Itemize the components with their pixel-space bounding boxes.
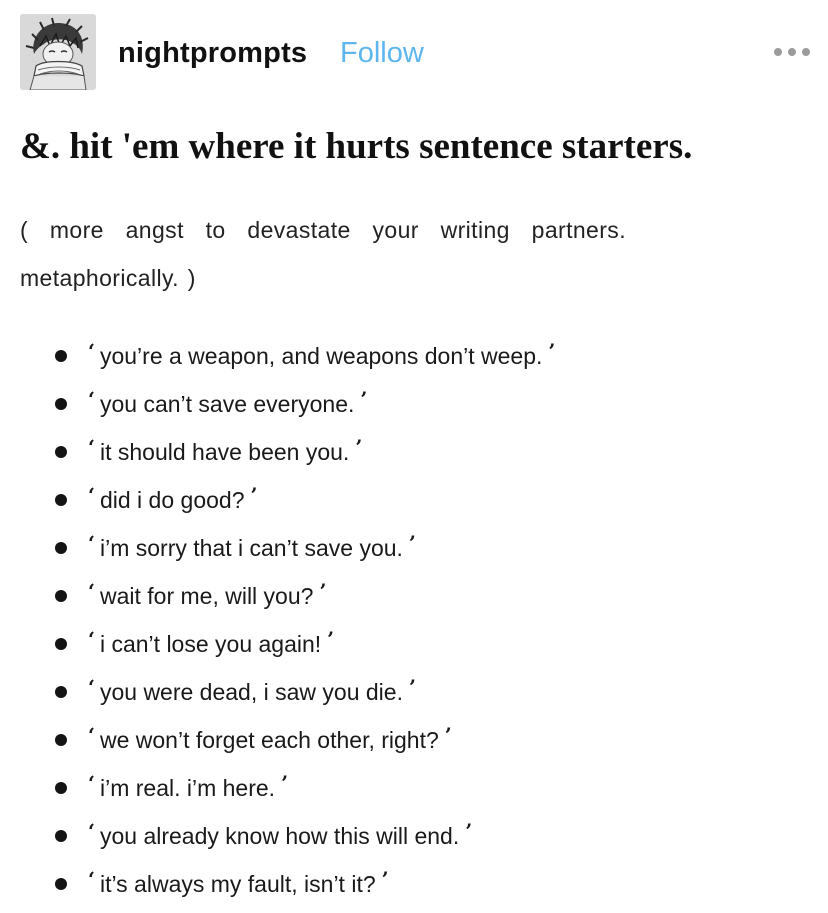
starter-text: you already know how this will end. <box>99 823 460 849</box>
open-quote-mark: ‘ <box>88 627 95 651</box>
close-quote-mark: ’ <box>355 435 363 459</box>
bullet-icon <box>55 878 67 890</box>
list-item <box>0 716 820 764</box>
starter-text: i’m real. i’m here. <box>99 775 276 801</box>
list-item <box>0 572 820 620</box>
open-quote-mark: ‘ <box>88 723 95 747</box>
starter-text: we won’t forget each other, right? <box>99 727 439 753</box>
bullet-icon <box>55 686 67 698</box>
starter-line <box>88 716 452 765</box>
starter-text: did i do good? <box>99 487 245 513</box>
avatar[interactable] <box>20 14 96 90</box>
open-quote-mark: ‘ <box>88 531 95 555</box>
starter-text: it’s always my fault, isn’t it? <box>99 871 376 897</box>
close-quote-mark: ’ <box>408 675 416 699</box>
post-header <box>20 14 810 90</box>
starter-text: it should have been you. <box>99 439 350 465</box>
starter-line <box>88 476 257 525</box>
bullet-icon <box>55 398 67 410</box>
list-item <box>0 332 820 380</box>
open-quote-mark: ‘ <box>88 483 95 507</box>
close-quote-mark: ’ <box>360 387 368 411</box>
open-quote-mark: ‘ <box>88 819 95 843</box>
open-quote-mark: ‘ <box>88 339 95 363</box>
starter-text: you’re a weapon, and weapons don’t weep. <box>99 343 543 369</box>
list-item <box>0 668 820 716</box>
bullet-icon <box>55 350 67 362</box>
starter-text: wait for me, will you? <box>99 583 314 609</box>
list-item <box>0 764 820 812</box>
starter-line <box>88 620 334 669</box>
starter-line <box>88 524 416 573</box>
bullet-icon <box>55 494 67 506</box>
close-quote-mark: ’ <box>465 819 473 843</box>
sentence-starters-list <box>0 332 820 908</box>
bullet-icon <box>55 446 67 458</box>
starter-text: i’m sorry that i can’t save you. <box>99 535 403 561</box>
list-item <box>0 812 820 860</box>
bullet-icon <box>55 638 67 650</box>
bullet-icon <box>55 542 67 554</box>
open-quote-mark: ‘ <box>88 387 95 411</box>
starter-line <box>88 812 472 861</box>
open-quote-mark: ‘ <box>88 771 95 795</box>
list-item <box>0 620 820 668</box>
list-item <box>0 380 820 428</box>
close-quote-mark: ’ <box>250 483 258 507</box>
open-quote-mark: ‘ <box>88 867 95 891</box>
close-quote-mark: ’ <box>281 771 289 795</box>
close-quote-mark: ’ <box>319 579 327 603</box>
bullet-icon <box>55 830 67 842</box>
close-quote-mark: ’ <box>548 339 556 363</box>
open-quote-mark: ‘ <box>88 579 95 603</box>
starter-line <box>88 764 288 813</box>
starter-line <box>88 668 416 717</box>
post-subtitle: ( more angst to devastate your writing partners. metaphorically. ) <box>20 217 626 291</box>
starter-text: you can’t save everyone. <box>99 391 355 417</box>
starter-line <box>88 860 389 909</box>
bullet-icon <box>55 590 67 602</box>
starter-text: i can’t lose you again! <box>99 631 322 657</box>
list-item <box>0 476 820 524</box>
post-title: &. hit 'em where it hurts sentence starters. <box>20 126 693 167</box>
list-item <box>0 524 820 572</box>
list-item <box>0 428 820 476</box>
follow-button[interactable]: Follow <box>340 37 424 69</box>
bullet-icon <box>55 734 67 746</box>
starter-line <box>88 332 555 381</box>
starter-line <box>88 572 326 621</box>
open-quote-mark: ‘ <box>88 435 95 459</box>
more-options-button[interactable] <box>772 42 812 62</box>
starter-line <box>88 428 362 477</box>
close-quote-mark: ’ <box>327 627 335 651</box>
close-quote-mark: ’ <box>381 867 389 891</box>
starter-line <box>88 380 367 429</box>
more-dots-icon <box>772 42 812 62</box>
bullet-icon <box>55 782 67 794</box>
close-quote-mark: ’ <box>444 723 452 747</box>
starter-text: you were dead, i saw you die. <box>99 679 403 705</box>
open-quote-mark: ‘ <box>88 675 95 699</box>
list-item <box>0 860 820 908</box>
sketch-portrait-avatar-icon <box>20 14 96 90</box>
close-quote-mark: ’ <box>408 531 416 555</box>
blog-name[interactable]: nightprompts <box>118 37 308 69</box>
